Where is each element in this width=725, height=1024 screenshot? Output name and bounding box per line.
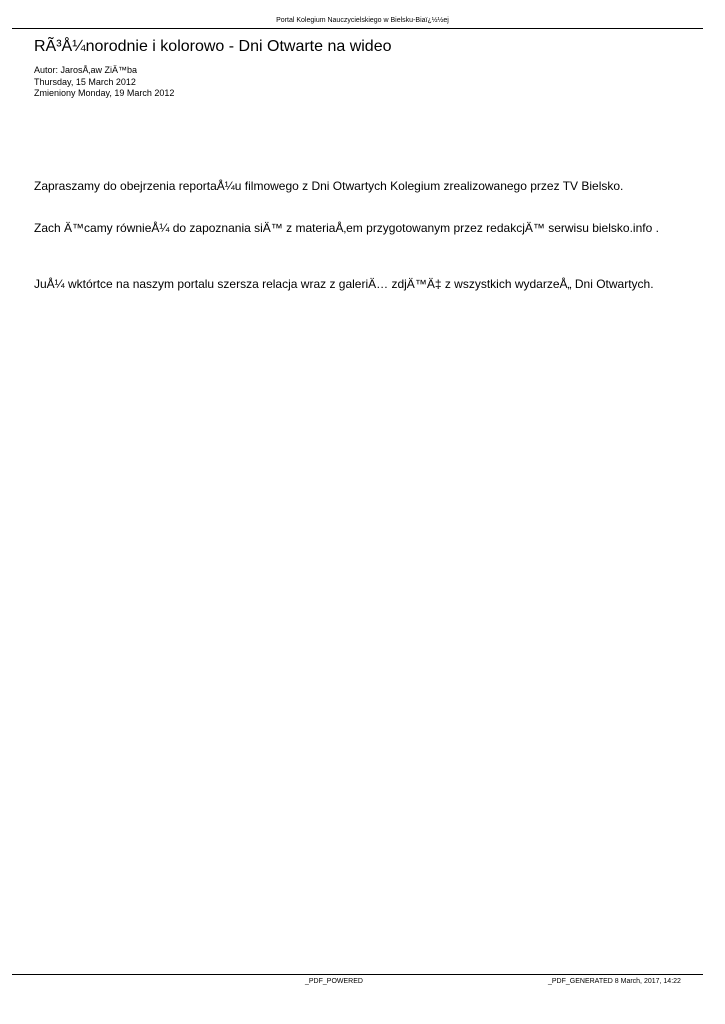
article-date: Thursday, 15 March 2012 [34,77,136,87]
article-modified-date: Zmieniony Monday, 19 March 2012 [34,88,175,98]
article-paragraph: Zapraszamy do obejrzenia reportaÅ¼u filmowego z Dni Otwartych Kolegium zrealizowanego przez TV Bielsko. [34,179,624,193]
article-paragraph: JuÅ¼ wktórtce na naszym portalu szersza relacja wraz z galeriÄ… zdjÄ™Ä‡ z wszystkich wydarzeÅ„ Dni Otwartych. [34,277,654,291]
article-paragraph: Zach Ä™camy równieÅ¼ do zapoznania siÄ™ z materiaÅ‚em przygotowanym przez redakcjÄ™ serwisu bielsko.info . [34,221,659,235]
footer-powered: _PDF_POWERED [305,978,363,985]
running-header-site-name: Portal Kolegium Nauczycielskiego w Bielsku-Biaï¿½½ej [276,17,449,24]
header-divider [12,28,703,29]
article-author: Autor: JarosÅ‚aw ZiÄ™ba [34,65,138,75]
footer-divider [12,974,703,975]
article-title: RÃ³Å¼norodnie i kolorowo - Dni Otwarte na wideo [34,38,392,55]
footer-generated: _PDF_GENERATED 8 March, 2017, 14:22 [548,978,681,985]
